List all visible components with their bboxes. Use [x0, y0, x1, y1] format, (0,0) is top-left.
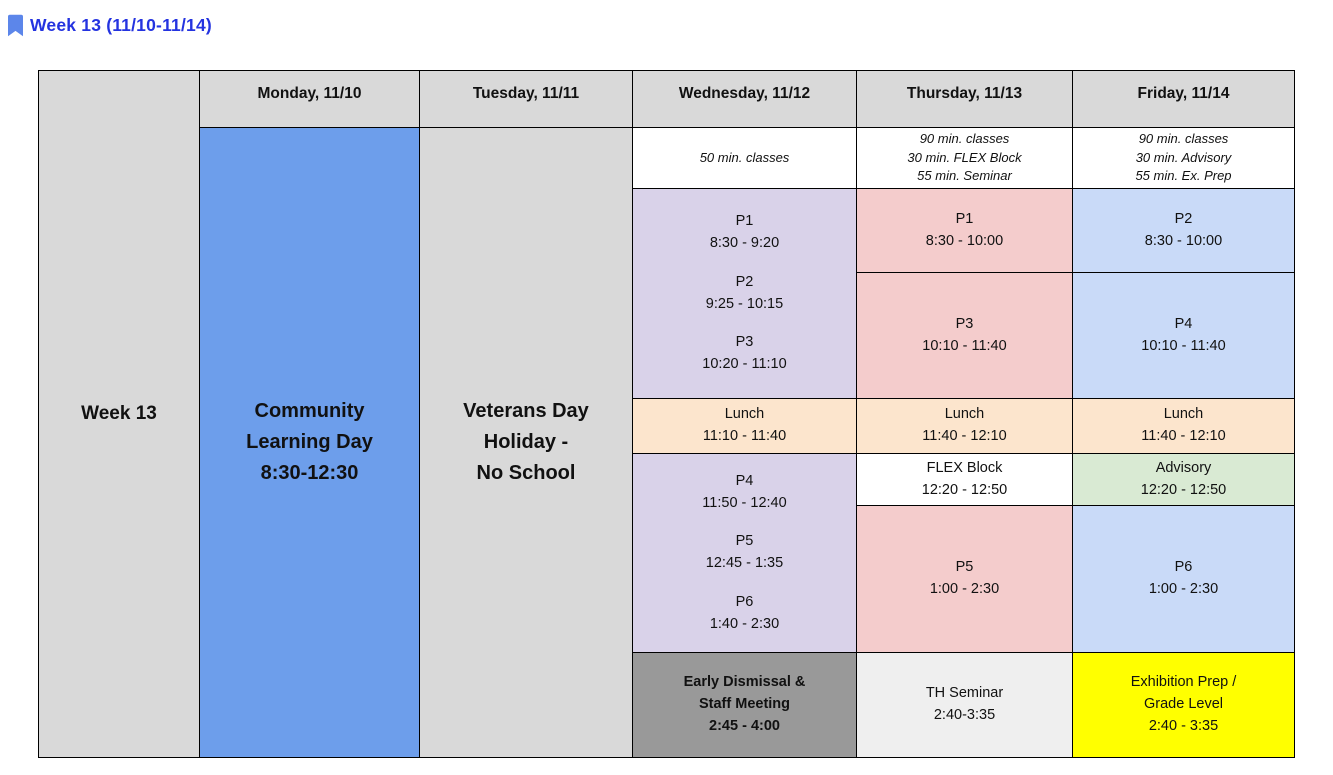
event-line: Grade Level: [1144, 696, 1223, 713]
thursday-flex-cell: [857, 454, 1072, 505]
bookmark-icon: [8, 14, 23, 37]
period-time: 2:40-3:35: [933, 707, 996, 723]
period-name: P4: [735, 472, 754, 489]
period-name: P5: [735, 533, 754, 550]
note-line: 90 min. classes: [919, 130, 1010, 146]
wednesday-note-cell: [633, 128, 856, 188]
period-time: 11:40 - 12:10: [1141, 428, 1226, 444]
period-time: 12:20 - 12:50: [921, 481, 1008, 498]
wednesday-dismissal-cell: [633, 653, 856, 757]
period-time: 12:20 - 12:50: [1140, 481, 1227, 498]
week-label-cell: [39, 71, 199, 757]
period-name: TH Seminar: [925, 685, 1004, 702]
period-name: P3: [955, 315, 974, 332]
wednesday-morning-cell: [633, 189, 856, 398]
event-line: No School: [476, 462, 576, 484]
header-label: Wednesday, 11/12: [678, 85, 811, 102]
period-name: P1: [955, 210, 974, 227]
period-name: Lunch: [1163, 406, 1204, 423]
period-name: Advisory: [1155, 459, 1212, 476]
event-line: 2:45 - 4:00: [709, 717, 780, 734]
friday-note-cell: [1073, 128, 1294, 188]
monday-event-cell: [200, 128, 419, 757]
header-cell-monday: [200, 71, 419, 127]
header-cell-tuesday: [420, 71, 632, 127]
period-time: 11:10 - 11:40: [702, 428, 787, 444]
period-name: P5: [955, 559, 974, 576]
period-time: 12:45 - 1:35: [705, 555, 784, 571]
thursday-p3-cell: [857, 273, 1072, 398]
event-line: Veterans Day: [463, 400, 589, 422]
period-name: P1: [735, 213, 754, 230]
header-cell-friday: [1073, 71, 1294, 127]
period-time: 1:00 - 2:30: [929, 581, 1000, 597]
header-cell-thursday: [857, 71, 1072, 127]
thursday-lunch-cell: [857, 399, 1072, 453]
note-line: 55 min. Seminar: [917, 168, 1012, 184]
period-name: FLEX Block: [926, 459, 1003, 476]
period-name: Lunch: [944, 406, 985, 423]
period-time: 10:10 - 11:40: [922, 337, 1007, 354]
note-line: 50 min. classes: [699, 149, 790, 165]
page-title: [8, 14, 212, 37]
header-cell-wednesday: [633, 71, 856, 127]
period-name: P6: [1174, 559, 1193, 576]
period-time: 1:40 - 2:30: [709, 615, 780, 632]
note-line: 90 min. classes: [1138, 130, 1229, 146]
thursday-seminar-cell: [857, 653, 1072, 757]
header-label: Friday, 11/14: [1137, 85, 1230, 102]
thursday-p1-cell: [857, 189, 1072, 272]
note-line: 30 min. FLEX Block: [907, 149, 1022, 165]
period-time: 8:30 - 10:00: [1144, 232, 1223, 249]
event-line: Exhibition Prep /: [1130, 674, 1237, 691]
period-name: P2: [735, 273, 754, 290]
period-time: 8:30 - 9:20: [709, 235, 780, 251]
period-block: [702, 471, 786, 515]
period-block: [710, 211, 779, 255]
period-name: P4: [1174, 315, 1193, 332]
event-line: Staff Meeting: [698, 696, 791, 713]
note-line: 55 min. Ex. Prep: [1135, 168, 1232, 184]
period-time: 1:00 - 2:30: [1148, 581, 1219, 597]
event-line: 2:40 - 3:35: [1148, 717, 1219, 734]
page-title-text: Week 13 (11/10-11/14): [30, 15, 212, 35]
tuesday-event-cell: [420, 128, 632, 757]
period-name: P2: [1174, 210, 1193, 227]
period-time: 11:50 - 12:40: [702, 494, 787, 511]
event-line: Early Dismissal &: [683, 674, 806, 691]
period-name: P6: [735, 593, 754, 610]
header-label: Thursday, 11/13: [906, 85, 1023, 102]
wednesday-afternoon-cell: [633, 454, 856, 652]
period-time: 9:25 - 10:15: [705, 295, 784, 312]
period-block: [706, 531, 783, 575]
event-line: 8:30-12:30: [260, 462, 359, 484]
period-block: [710, 592, 779, 636]
friday-lunch-cell: [1073, 399, 1294, 453]
period-block: [702, 332, 786, 376]
period-time: 10:20 - 11:10: [702, 356, 787, 372]
header-label: Tuesday, 11/11: [472, 85, 580, 102]
period-block: [706, 272, 783, 316]
event-line: Community Learning Day: [246, 400, 373, 453]
friday-exhibition-cell: [1073, 653, 1294, 757]
period-name: Lunch: [724, 406, 765, 423]
thursday-p5-cell: [857, 506, 1072, 652]
friday-p6-cell: [1073, 506, 1294, 652]
friday-p2-cell: [1073, 189, 1294, 272]
period-time: 10:10 - 11:40: [1141, 337, 1226, 354]
period-name: P3: [735, 334, 754, 351]
header-label: Monday, 11/10: [257, 85, 362, 102]
friday-advisory-cell: [1073, 454, 1294, 505]
note-line: 30 min. Advisory: [1135, 149, 1232, 165]
friday-p4-cell: [1073, 273, 1294, 398]
week-label: Week 13: [81, 402, 157, 424]
schedule-table: [38, 70, 1295, 758]
wednesday-lunch-cell: [633, 399, 856, 453]
period-time: 8:30 - 10:00: [925, 232, 1004, 249]
event-line: Holiday -: [483, 431, 569, 453]
thursday-note-cell: [857, 128, 1072, 188]
period-time: 11:40 - 12:10: [922, 428, 1007, 444]
